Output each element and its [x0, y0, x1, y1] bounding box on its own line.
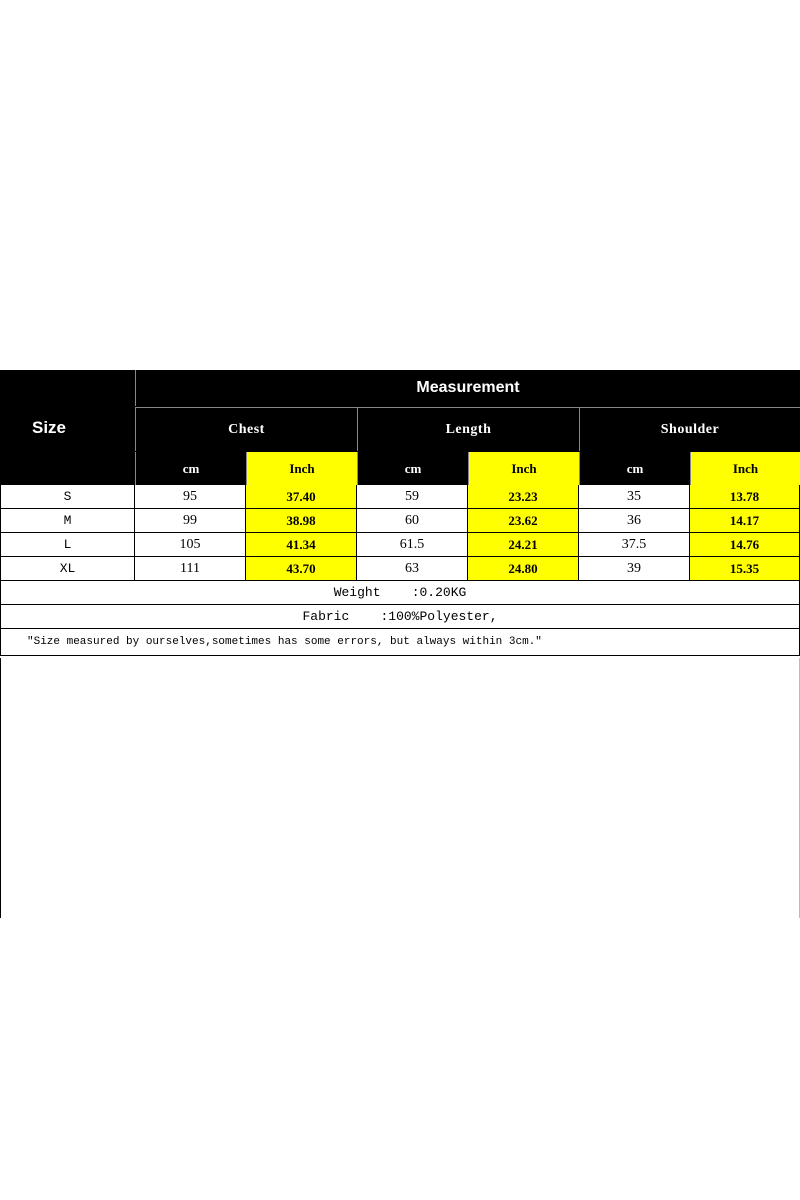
shoulder-inch-header: Inch: [690, 452, 800, 485]
size-cell: S: [1, 485, 135, 508]
shoulder-cm-cell: 36: [579, 509, 690, 532]
table-header: [0, 370, 800, 485]
shoulder-cm-cell: 39: [579, 557, 690, 580]
shoulder-cm-cell: 35: [579, 485, 690, 508]
length-cm-cell: 60: [357, 509, 468, 532]
length-cm-cell: 59: [357, 485, 468, 508]
shoulder-inch-cell: 14.17: [690, 509, 800, 532]
weight-row: Weight :0.20KG: [1, 581, 800, 605]
shoulder-header: Shoulder: [579, 407, 800, 451]
shoulder-cm-cell: 37.5: [579, 533, 690, 556]
table-row: [1, 485, 800, 509]
chest-cm-cell: 95: [135, 485, 246, 508]
chest-inch-cell: 41.34: [246, 533, 357, 556]
chest-inch-header: Inch: [246, 452, 357, 485]
chest-cm-cell: 99: [135, 509, 246, 532]
table-body: [0, 485, 800, 656]
shoulder-inch-cell: 15.35: [690, 557, 800, 580]
chest-inch-cell: 37.40: [246, 485, 357, 508]
chest-inch-cell: 38.98: [246, 509, 357, 532]
length-inch-cell: 24.21: [468, 533, 579, 556]
size-cell: L: [1, 533, 135, 556]
length-inch-cell: 24.80: [468, 557, 579, 580]
empty-area: [0, 658, 800, 918]
table-row: [1, 509, 800, 533]
length-cm-header: cm: [357, 452, 468, 485]
length-cm-cell: 63: [357, 557, 468, 580]
table-row: [1, 533, 800, 557]
size-note: "Size measured by ourselves,sometimes has some errors, but always within 3cm.": [1, 629, 800, 656]
size-cell: XL: [1, 557, 135, 580]
chest-cm-cell: 111: [135, 557, 246, 580]
measurement-header: Measurement: [135, 370, 800, 406]
chest-inch-cell: 43.70: [246, 557, 357, 580]
shoulder-cm-header: cm: [579, 452, 690, 485]
length-inch-cell: 23.23: [468, 485, 579, 508]
length-header: Length: [357, 407, 579, 451]
fabric-row: Fabric :100%Polyester,: [1, 605, 800, 629]
size-chart: [0, 370, 800, 656]
shoulder-inch-cell: 14.76: [690, 533, 800, 556]
table-row: [1, 557, 800, 581]
shoulder-inch-cell: 13.78: [690, 485, 800, 508]
length-inch-header: Inch: [468, 452, 579, 485]
length-inch-cell: 23.62: [468, 509, 579, 532]
chest-cm-header: cm: [135, 452, 246, 485]
chest-cm-cell: 105: [135, 533, 246, 556]
chest-header: Chest: [135, 407, 357, 451]
size-cell: M: [1, 509, 135, 532]
size-column-header: Size: [32, 417, 67, 437]
length-cm-cell: 61.5: [357, 533, 468, 556]
